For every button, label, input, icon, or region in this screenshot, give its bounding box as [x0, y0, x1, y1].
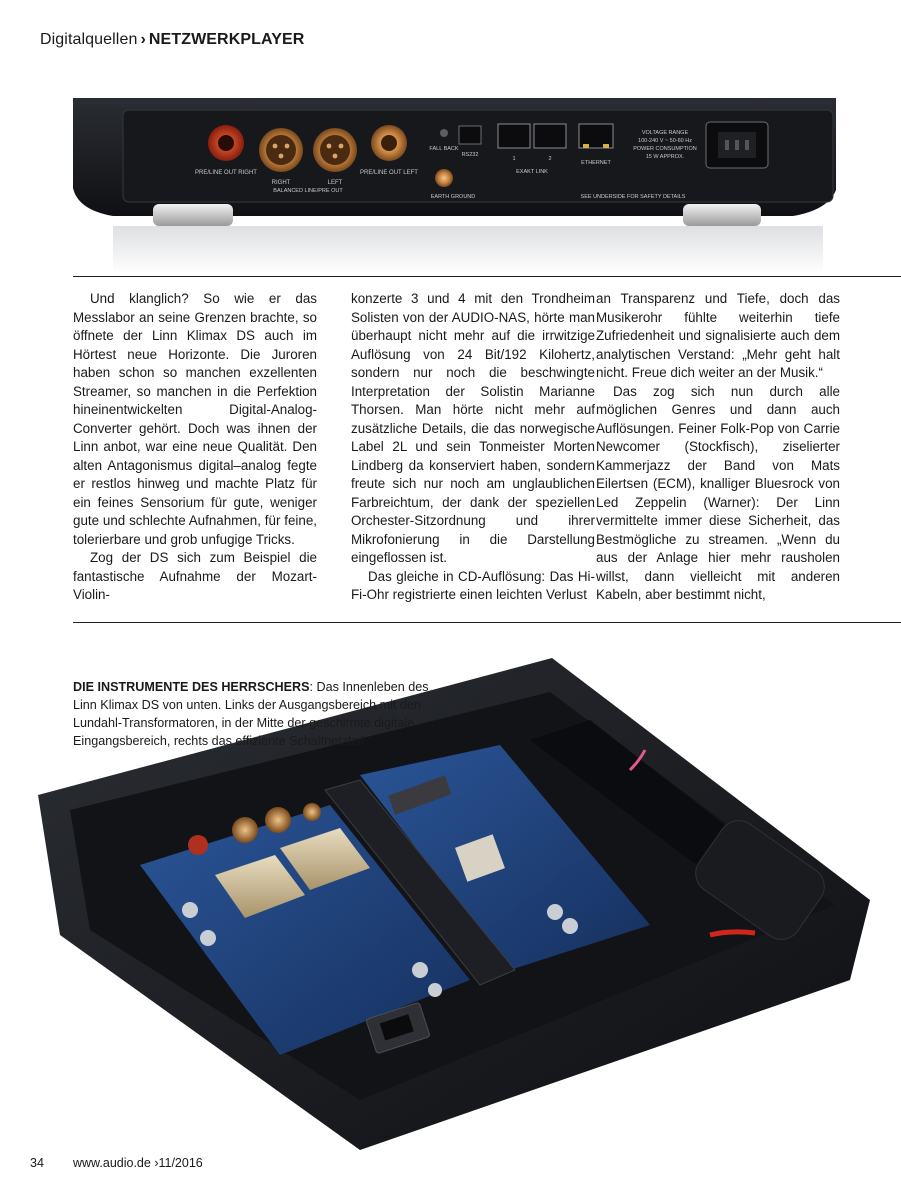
photo-caption	[73, 678, 435, 750]
paragraph: Das zog sich nun durch alle möglichen Genres und dann auch Auflösungen. Feiner Folk-Pop von Carrie Newcomer (Stockfisch), ziselierter Kammerjazz der Band von Mats Eilertsen (ECM), knalliger Bluesrock von Led Zeppelin (Warner): Der Linn vermittelte immer diese Sicherheit, das Bestmögliche zu streamen. „Wenn du aus der Anlage hier mehr rausholen willst, dann vielleicht mit anderen Kabeln, aber bestimmt nicht,	[596, 383, 840, 602]
article-body	[73, 290, 901, 602]
rule-below-text	[73, 622, 901, 623]
label-port-1: 1	[512, 156, 516, 162]
rear-panel-photo	[73, 98, 901, 276]
label-safety: SEE UNDERSIDE FOR SAFETY DETAILS	[580, 194, 686, 200]
label-rs232: RS232	[461, 152, 479, 158]
label-port-2: 2	[548, 156, 552, 162]
footer-separator: ›	[154, 1156, 159, 1170]
label-balanced: BALANCED LINE/PRE OUT	[273, 188, 343, 194]
label-earth-ground: EARTH GROUND	[430, 194, 476, 200]
article-column-1	[73, 290, 317, 605]
label-exakt-link: EXAKT LINK	[516, 169, 548, 175]
label-voltage-value: 100-240 V ~ 50-60 Hz	[638, 138, 692, 144]
label-ethernet: ETHERNET	[581, 160, 611, 166]
foot-right	[683, 204, 761, 226]
rca-socket	[188, 835, 208, 855]
paragraph: Und klanglich? So wie er das Messlabor an seine Grenzen brachte, so öffnete der Linn Klimax DS auch im Hörtest neue Horizonte. Die Juroren haben schon so manchen exzellenten Streamer, so manchen in die Perfektion hineinentwickelten Digital-Analog-Converter gehört. Doch was ihnen der Linn anbot, war eine neue Qualität. Den alten Antagonismus digital–analog fegte er restlos hinweg und machte Platz für ein feines Sensorium für gute, weniger gute und schlechte Aufnahmen, für feine, tolerierbare und grob unfugige Tricks.	[73, 291, 317, 547]
label-preline-out-right: PRE/LINE OUT RIGHT	[195, 170, 257, 176]
caption-text: : Das Innenleben des Linn Klimax DS von unten. Links der Ausgangsbereich mit den Lundahl-Transformatoren, in der Mitte der geschirmte digitale Eingangsbereich, rechts das effiziente Schaltnetzteil.	[73, 680, 429, 748]
label-left: LEFT	[327, 180, 343, 186]
xlr-socket	[232, 817, 258, 843]
running-header	[40, 31, 304, 49]
exakt-port-2	[534, 124, 566, 148]
footer-issue: 11/2016	[158, 1156, 203, 1170]
section-label: Digitalquellen	[40, 31, 138, 48]
topic-label: NETZWERKPLAYER	[148, 31, 305, 48]
rs232-port	[459, 126, 481, 144]
label-power-consumption: POWER CONSUMPTION	[633, 146, 697, 152]
foot-left	[153, 204, 233, 226]
paragraph: Das gleiche in CD-Auflösung: Das Hi-Fi-Ohr registrierte einen leichten Verlust	[351, 568, 595, 602]
paragraph: konzerte 3 und 4 mit den Trondheim Solisten von der AUDIO-NAS, hörte man überhaupt nicht mehr auf die irrwitzige Auflösung von 24 Bit/192 Kilohertz, sondern nur noch die beschwingte Interpretation der Solistin Marianne Thorsen. Man hörte nicht mehr auf zusätzliche Details, die das norwegische Label 2L und sein Tonmeister Morten Lindberg da konserviert haben, sondern freute sich nur noch am unglaublichen Farbreichtum, der dank der speziellen Orchester-Sitzordnung und ihrer Mikrofonierung in die Darstellung eingeflossen ist.	[351, 291, 595, 565]
article-column-2	[351, 290, 595, 605]
earth-ground-terminal	[435, 169, 453, 187]
label-voltage-range: VOLTAGE RANGE	[641, 130, 689, 136]
rca-socket	[303, 803, 321, 821]
exakt-port-1	[498, 124, 530, 148]
paragraph: an Transparenz und Tiefe, doch das Musikerohr fühlte weiterhin tiefe Zufriedenheit und signalisierte auch dem analytischen Verstand: „Mehr geht halt nicht. Freue dich weiter an der Musik.“	[596, 291, 840, 380]
footer-url: www.audio.de	[73, 1156, 151, 1170]
caption-title: DIE INSTRUMENTE DES HERRSCHERS	[73, 680, 310, 694]
label-right: RIGHT	[271, 180, 291, 186]
fallback-button	[440, 129, 448, 137]
footer-info	[73, 1156, 203, 1170]
rear-panel-illustration	[73, 98, 901, 276]
label-fall-back: FALL BACK	[429, 146, 459, 152]
breadcrumb-separator: ›	[140, 31, 146, 48]
paragraph: Zog der DS sich zum Beispiel die fantastische Aufnahme der Mozart-Violin-	[73, 550, 317, 602]
page-number: 34	[30, 1156, 44, 1170]
article-column-3	[596, 290, 840, 605]
label-power-value: 15 W APPROX.	[645, 154, 685, 160]
label-preline-out-left: PRE/LINE OUT LEFT	[360, 170, 418, 176]
rule-above-text	[73, 276, 901, 277]
xlr-socket	[265, 807, 291, 833]
